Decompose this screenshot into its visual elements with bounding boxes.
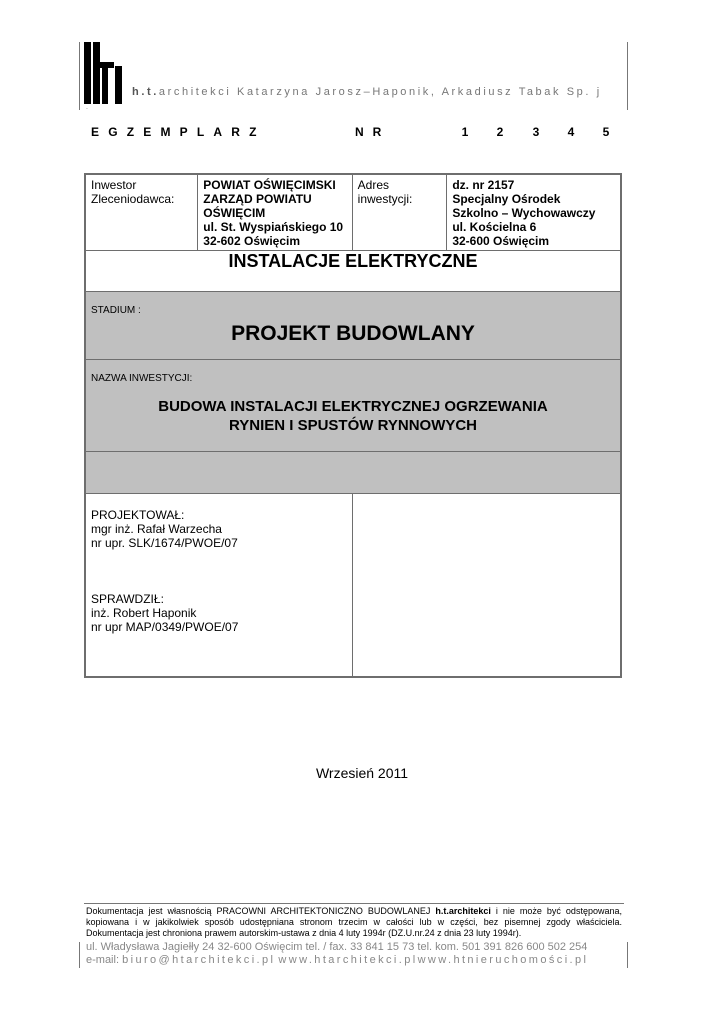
footer-contacts bbox=[86, 954, 588, 967]
firm-logo bbox=[84, 42, 124, 104]
investor-label-cell bbox=[85, 174, 198, 251]
address-line: Szkolno – Wychowawczy bbox=[452, 206, 596, 220]
investor-line: POWIAT OŚWIĘCIMSKI bbox=[203, 178, 336, 192]
footer-rule bbox=[84, 903, 624, 904]
footer-right-rule bbox=[627, 942, 628, 968]
footer-address: ul. Władysława Jagiełły 24 32-600 Oświęcim tel. / fax. 33 841 15 73 tel. kom. 501 391 826 600 502 254 bbox=[86, 941, 588, 953]
website-link-2[interactable]: www.htnieruchomości.pl bbox=[417, 954, 589, 966]
footer-left-rule bbox=[79, 942, 80, 968]
investment-name-line-2: RYNIEN I SPUSTÓW RYNNOWYCH bbox=[228, 417, 478, 434]
document-date: Wrzesień 2011 bbox=[315, 765, 409, 781]
notice-part-2: i nie może być odstępowana, kopiowana i w jakikolwiek sposób udostępniana stronom trzecim w całości lub w części, bez pisemnej zgody właściciela. Dokumentacja jest chroniona prawem autorskim-ustawa z dnia 4 luty 1994r (DZ.U.nr.24 z dnia 23 luty 1994r). bbox=[86, 906, 622, 938]
stadium-value: PROJEKT BUDOWLANY bbox=[231, 322, 475, 345]
investor-line: ZARZĄD POWIATU bbox=[203, 192, 312, 206]
checker-license: nr upr MAP/0349/PWOE/07 bbox=[91, 620, 239, 634]
designer-license: nr upr. SLK/1674/PWOE/07 bbox=[91, 536, 238, 550]
address-label-2: inwestycji: bbox=[357, 192, 413, 206]
empty-grey-row bbox=[85, 452, 621, 494]
investor-value-cell bbox=[198, 174, 352, 251]
address-line: 32-600 Oświęcim bbox=[452, 234, 550, 248]
copy-number-1: 1 bbox=[461, 125, 469, 139]
address-line: Specjalny Ośrodek bbox=[452, 192, 561, 206]
header-dot: . bbox=[86, 104, 88, 111]
investment-cell bbox=[85, 360, 621, 452]
email-label: e-mail: bbox=[86, 954, 120, 966]
header-left-rule bbox=[79, 42, 80, 110]
address-line: ul. Kościelna 6 bbox=[452, 220, 537, 234]
copy-number-5: 5 bbox=[602, 125, 610, 139]
address-label-1: Adres bbox=[357, 178, 390, 192]
header-right-rule bbox=[627, 42, 628, 110]
info-row bbox=[85, 174, 621, 251]
signatures-cell bbox=[85, 494, 352, 678]
checker-name: inż. Robert Haponik bbox=[91, 606, 197, 620]
firm-name bbox=[132, 86, 602, 98]
copy-label: EGZEMPLARZ bbox=[91, 125, 266, 139]
title-block bbox=[84, 173, 622, 678]
designer-label: PROJEKTOWAŁ: bbox=[91, 508, 185, 522]
website-link[interactable]: www.htarchitekci.pl bbox=[278, 954, 418, 966]
investment-label: NAZWA INWESTYCJI: bbox=[91, 373, 193, 384]
stadium-cell bbox=[85, 292, 621, 360]
email-link[interactable]: biuro@htarchitekci.pl bbox=[122, 954, 276, 966]
investment-name-line-1: BUDOWA INSTALACJI ELEKTRYCZNEJ OGRZEWANIA bbox=[158, 398, 548, 415]
copy-number-2: 2 bbox=[496, 125, 504, 139]
address-label-cell bbox=[352, 174, 447, 251]
notice-firm: h.t.architekci bbox=[435, 906, 491, 916]
investor-line: 32-602 Oświęcim bbox=[203, 234, 301, 248]
section-title: INSTALACJE ELEKTRYCZNE bbox=[85, 251, 621, 292]
investor-line: ul. St. Wyspiańskiego 10 bbox=[203, 220, 344, 234]
stadium-label: STADIUM : bbox=[91, 305, 141, 316]
investor-line: OŚWIĘCIM bbox=[203, 206, 266, 220]
designer-name: mgr inż. Rafał Warzecha bbox=[91, 522, 222, 536]
copy-nr-label: NR bbox=[355, 125, 391, 139]
copy-number-4: 4 bbox=[567, 125, 575, 139]
notice-part-1: Dokumentacja jest własnością PRACOWNI ARCHITEKTONICZNO BUDOWLANEJ bbox=[86, 906, 431, 916]
checker-label: SPRAWDZIŁ: bbox=[91, 592, 164, 606]
footer-notice bbox=[86, 906, 622, 939]
firm-short: h.t. bbox=[132, 86, 159, 98]
investor-label-2: Zleceniodawca: bbox=[91, 192, 175, 206]
stamp-cell bbox=[352, 494, 621, 678]
address-line: dz. nr 2157 bbox=[452, 178, 515, 192]
investor-label-1: Inwestor bbox=[91, 178, 137, 192]
firm-rest: architekci Katarzyna Jarosz–Haponik, Arkadiusz Tabak Sp. j bbox=[158, 86, 602, 98]
address-value-cell bbox=[447, 174, 621, 251]
copy-number-3: 3 bbox=[532, 125, 540, 139]
